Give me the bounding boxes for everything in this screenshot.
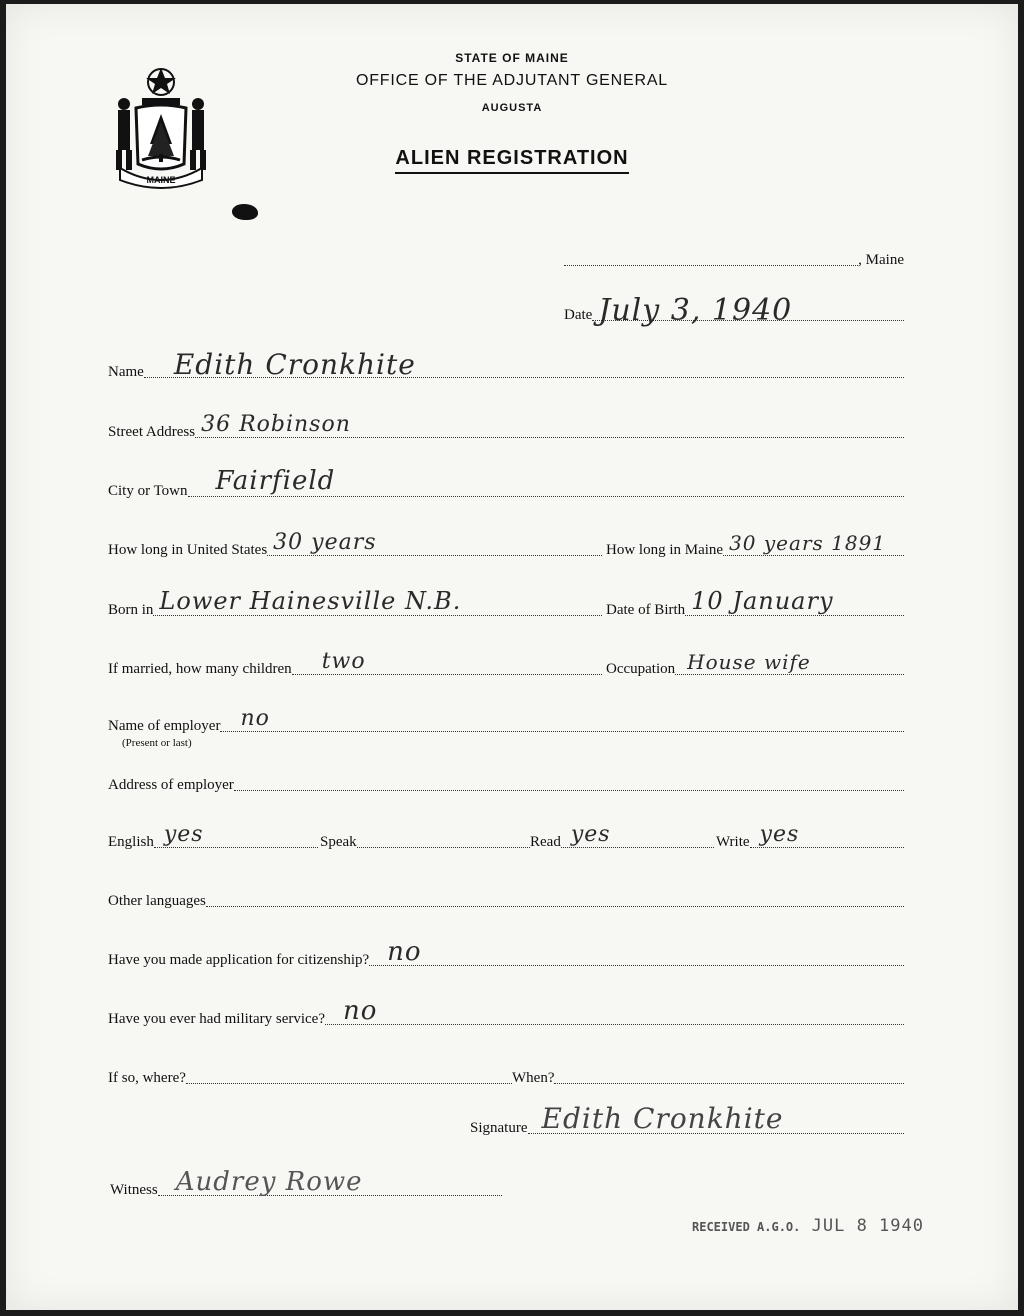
write-field[interactable] bbox=[716, 822, 904, 851]
received-stamp bbox=[692, 1216, 924, 1236]
where-field[interactable] bbox=[108, 1070, 512, 1087]
read-field[interactable] bbox=[530, 822, 714, 851]
street-address-label: Street Address bbox=[108, 424, 196, 440]
form-title: ALIEN REGISTRATION bbox=[6, 147, 1018, 170]
citizenship-value: no bbox=[387, 937, 422, 967]
military-service-value: no bbox=[343, 996, 378, 1026]
received-stamp-prefix: RECEIVED A.G.O. bbox=[692, 1220, 801, 1234]
date-of-birth-field[interactable] bbox=[606, 587, 904, 619]
street-address-value: 36 Robinson bbox=[201, 412, 351, 437]
registration-form-sheet bbox=[6, 4, 1018, 1310]
date-label: Date bbox=[564, 307, 593, 323]
other-languages-field[interactable] bbox=[108, 893, 904, 910]
name-field[interactable] bbox=[108, 348, 904, 381]
how-long-maine-label: How long in Maine bbox=[606, 542, 724, 558]
read-value: yes bbox=[570, 822, 611, 847]
citizenship-field[interactable] bbox=[108, 937, 904, 969]
english-label: English bbox=[108, 834, 154, 850]
where-label: If so, where? bbox=[108, 1070, 186, 1086]
other-languages-label: Other languages bbox=[108, 893, 206, 909]
military-service-label: Have you ever had military service? bbox=[108, 1011, 325, 1027]
when-label: When? bbox=[512, 1070, 555, 1086]
date-field[interactable] bbox=[564, 293, 904, 328]
employer-field[interactable] bbox=[108, 706, 904, 735]
signature-value: Edith Cronkhite bbox=[541, 1102, 784, 1135]
header-state: STATE OF MAINE bbox=[455, 51, 569, 65]
write-value: yes bbox=[759, 822, 800, 847]
name-label: Name bbox=[108, 364, 144, 380]
write-label: Write bbox=[716, 834, 750, 850]
witness-value: Audrey Rowe bbox=[175, 1167, 363, 1197]
how-long-us-label: How long in United States bbox=[108, 542, 268, 558]
read-label: Read bbox=[530, 834, 561, 850]
occupation-value: House wife bbox=[687, 650, 811, 674]
place-field[interactable] bbox=[564, 252, 904, 269]
employer-address-label: Address of employer bbox=[108, 777, 234, 793]
children-field[interactable] bbox=[108, 649, 602, 678]
speak-field[interactable] bbox=[320, 834, 530, 851]
date-of-birth-label: Date of Birth bbox=[606, 602, 686, 618]
witness-field[interactable] bbox=[110, 1167, 502, 1199]
children-label: If married, how many children bbox=[108, 661, 292, 677]
city-field[interactable] bbox=[108, 466, 904, 500]
name-value: Edith Cronkhite bbox=[173, 348, 416, 381]
header-city: AUGUSTA bbox=[481, 102, 543, 114]
how-long-us-field[interactable] bbox=[108, 530, 602, 559]
city-value: Fairfield bbox=[215, 466, 336, 496]
how-long-maine-field[interactable] bbox=[606, 531, 904, 559]
city-label: City or Town bbox=[108, 483, 188, 499]
military-service-field[interactable] bbox=[108, 996, 904, 1028]
witness-label: Witness bbox=[110, 1182, 158, 1198]
how-long-us-value: 30 years bbox=[273, 530, 377, 555]
occupation-label: Occupation bbox=[606, 661, 676, 677]
signature-field[interactable] bbox=[470, 1102, 904, 1137]
place-suffix: , Maine bbox=[858, 252, 904, 268]
speak-label: Speak bbox=[320, 834, 357, 850]
employer-address-field[interactable] bbox=[108, 777, 904, 794]
ink-blot bbox=[232, 204, 258, 220]
citizenship-label: Have you made application for citizenship? bbox=[108, 952, 370, 968]
english-value: yes bbox=[163, 822, 204, 847]
date-value: July 3, 1940 bbox=[598, 293, 793, 328]
received-stamp-date: JUL 8 1940 bbox=[811, 1216, 924, 1236]
date-of-birth-value: 10 January bbox=[691, 587, 834, 615]
born-in-label: Born in bbox=[108, 602, 154, 618]
born-in-value: Lower Hainesville N.B. bbox=[159, 587, 462, 615]
occupation-field[interactable] bbox=[606, 650, 904, 678]
employer-sublabel: (Present or last) bbox=[122, 737, 192, 749]
when-field[interactable] bbox=[512, 1070, 904, 1087]
street-address-field[interactable] bbox=[108, 412, 904, 441]
born-in-field[interactable] bbox=[108, 587, 602, 619]
english-field[interactable] bbox=[108, 822, 318, 851]
children-value: two bbox=[321, 649, 366, 674]
header-office: OFFICE OF THE ADJUTANT GENERAL bbox=[355, 72, 669, 89]
employer-value: no bbox=[240, 706, 270, 731]
employer-label: Name of employer bbox=[108, 718, 221, 734]
seal-banner: MAINE bbox=[146, 175, 176, 185]
signature-label: Signature bbox=[470, 1120, 528, 1136]
how-long-maine-value: 30 years 1891 bbox=[729, 531, 887, 555]
